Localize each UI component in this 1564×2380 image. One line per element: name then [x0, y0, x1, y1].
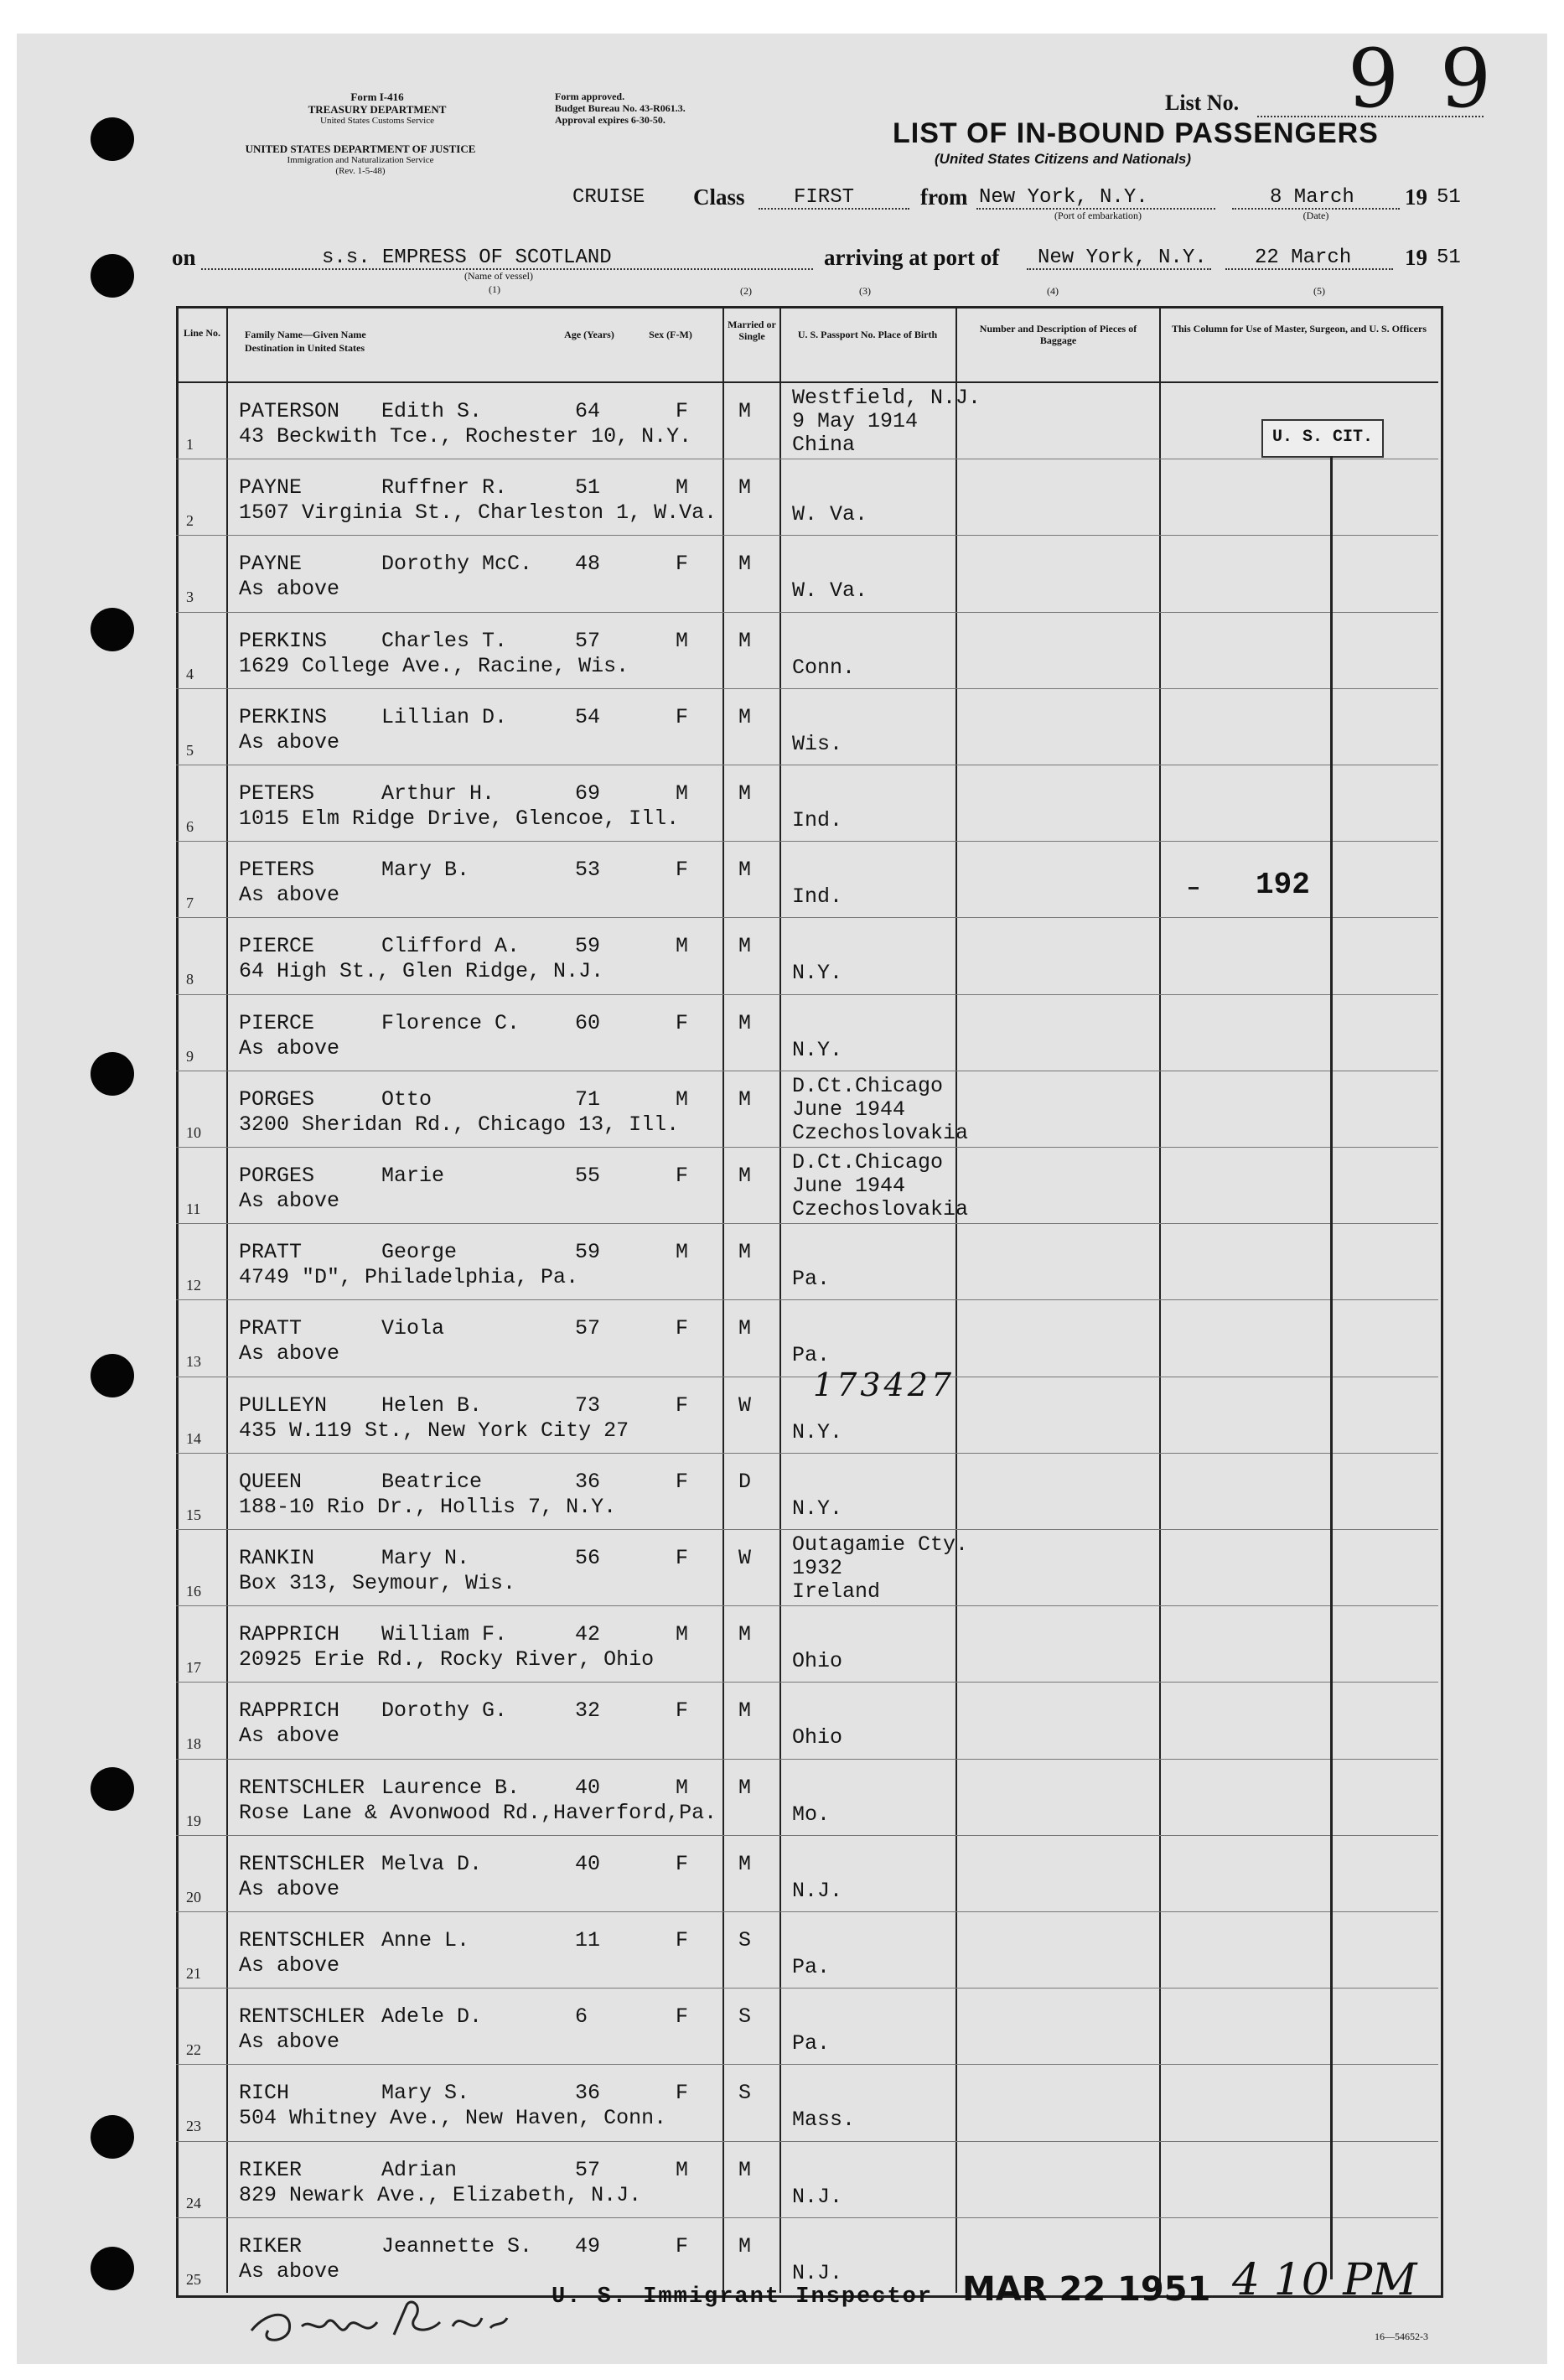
line-number: 23: [186, 2118, 201, 2135]
list-number: 9: [1348, 32, 1400, 126]
marital-status: M: [738, 1622, 752, 1647]
line-number: 7: [186, 894, 194, 912]
binder-hole: [91, 254, 134, 298]
on-label: on: [172, 245, 196, 270]
immigration-service: Immigration and Naturalization Service: [287, 155, 434, 165]
form-approval: [555, 91, 806, 126]
us-cit-bracket-line: [1330, 456, 1333, 2279]
destination-address: Rose Lane & Avonwood Rd.,Haverford,Pa.: [239, 1800, 717, 1825]
passport-info: June 1944: [792, 1174, 906, 1198]
destination-address: As above: [239, 729, 340, 754]
family-name: PRATT: [239, 1240, 303, 1265]
line-number: 5: [186, 741, 194, 759]
destination-address: 435 W.119 St., New York City 27: [239, 1418, 629, 1443]
row-divider: [176, 1759, 1438, 1760]
given-name: Anne L.: [381, 1928, 470, 1952]
age-value: 54: [575, 704, 601, 729]
place-of-birth: N.J.: [792, 2184, 843, 2209]
line-number: 16: [186, 1583, 201, 1600]
family-name: RIKER: [239, 2233, 303, 2258]
sex-value: M: [676, 475, 689, 500]
family-name: QUEEN: [239, 1469, 303, 1494]
given-name: William F.: [381, 1622, 508, 1647]
destination-address: As above: [239, 1953, 340, 1978]
approved-text: Form approved.: [555, 91, 625, 102]
sex-value: M: [676, 1240, 689, 1265]
sex-value: M: [676, 1775, 689, 1800]
year-prefix: 19: [1405, 184, 1427, 210]
age-value: 49: [575, 2233, 601, 2258]
passport-info: Outagamie Cty.: [792, 1532, 969, 1557]
family-name: RENTSCHLER: [239, 1928, 365, 1952]
row-divider: [176, 2064, 1438, 2065]
family-name: PATERSON: [239, 399, 340, 423]
line-number: 9: [186, 1047, 194, 1065]
family-name: RENTSCHLER: [239, 1851, 365, 1876]
given-name: George: [381, 1240, 458, 1265]
destination-address: As above: [239, 577, 340, 602]
age-value: 56: [575, 1546, 601, 1570]
sex-value: F: [676, 858, 689, 883]
family-name: RANKIN: [239, 1546, 315, 1570]
given-name: Ruffner R.: [381, 475, 508, 500]
sex-value: F: [676, 1392, 689, 1418]
row-divider: [176, 1911, 1438, 1912]
given-name: Lillian D.: [381, 704, 508, 729]
line-number: 14: [186, 1429, 201, 1447]
marital-status: M: [738, 1316, 752, 1341]
given-name: Laurence B.: [381, 1775, 520, 1800]
cruise-text: CRUISE: [572, 186, 645, 209]
family-name: PETERS: [239, 781, 315, 806]
destination-address: As above: [239, 1724, 340, 1749]
line-number: 21: [186, 1965, 201, 1982]
place-of-birth: Ireland: [792, 1579, 881, 1604]
marital-status: M: [738, 2157, 752, 2182]
arrival-year: 51: [1437, 246, 1461, 269]
family-name: PRATT: [239, 1316, 303, 1341]
class-value: FIRST: [794, 186, 855, 209]
marital-status: M: [738, 2233, 752, 2258]
place-of-birth: Pa.: [792, 2031, 831, 2056]
row-divider: [176, 1299, 1438, 1300]
sex-value: F: [676, 1010, 689, 1035]
treasury-dept: TREASURY DEPARTMENT: [308, 103, 447, 116]
marital-status: M: [738, 1010, 752, 1035]
year-prefix: 19: [1405, 245, 1427, 270]
age-value: 57: [575, 628, 601, 653]
line-number: 19: [186, 1812, 201, 1829]
arriving-label: arriving at port of: [824, 245, 1000, 270]
marital-status: M: [738, 552, 752, 577]
passport-info: D.Ct.Chicago: [792, 1073, 944, 1098]
binder-hole: [91, 1767, 134, 1811]
destination-address: 1507 Virginia St., Charleston 1, W.Va.: [239, 500, 717, 526]
row-divider: [176, 1147, 1438, 1148]
sex-value: F: [676, 1546, 689, 1570]
sex-value: M: [676, 781, 689, 806]
age-value: 69: [575, 781, 601, 806]
marital-status: S: [738, 2004, 752, 2030]
place-of-birth: N.Y.: [792, 961, 843, 986]
us-cit-stamp: U. S. CIT.: [1271, 428, 1374, 447]
row-divider: [176, 841, 1438, 842]
marital-status: M: [738, 399, 752, 423]
place-of-birth: Wis.: [792, 731, 843, 756]
passport-info: Westfield, N.J.: [792, 386, 981, 410]
arrival-port: New York, N.Y.: [1038, 246, 1207, 269]
row-divider: [176, 2141, 1438, 2142]
destination-address: As above: [239, 1876, 340, 1901]
place-of-birth: Ohio: [792, 1725, 843, 1750]
marital-status: M: [738, 858, 752, 883]
destination-address: As above: [239, 2030, 340, 2055]
age-value: 36: [575, 1469, 601, 1494]
line-number: 1: [186, 436, 194, 453]
destination-address: 188-10 Rio Dr., Hollis 7, N.Y.: [239, 1494, 617, 1519]
given-name: Mary N.: [381, 1546, 470, 1570]
place-of-birth: Pa.: [792, 1343, 831, 1368]
binder-hole: [91, 1052, 134, 1096]
colnum-2: (2): [740, 285, 752, 297]
given-name: Viola: [381, 1316, 445, 1341]
family-name: PERKINS: [239, 628, 328, 653]
given-name: Arthur H.: [381, 781, 495, 806]
marital-status: M: [738, 1164, 752, 1188]
destination-address: 1015 Elm Ridge Drive, Glencoe, Ill.: [239, 806, 680, 831]
list-number-second: 9: [1440, 32, 1492, 126]
departure-date: 8 March: [1270, 186, 1354, 209]
passport-info: D.Ct.Chicago: [792, 1150, 944, 1174]
header-divider: [176, 381, 1438, 383]
sex-value: M: [676, 934, 689, 959]
age-value: 40: [575, 1775, 601, 1800]
line-number: 17: [186, 1659, 201, 1677]
date-stamp: MAR 22 1951: [962, 2270, 1211, 2309]
age-value: 73: [575, 1392, 601, 1418]
customs-service: United States Customs Service: [320, 116, 434, 126]
marital-status: S: [738, 2081, 752, 2106]
destination-address: As above: [239, 1189, 340, 1213]
header-married: Married or Single: [728, 319, 776, 342]
from-label: from: [920, 184, 968, 210]
inspector-label: U. S. Immigrant Inspector: [552, 2284, 934, 2310]
place-of-birth: Ohio: [792, 1649, 843, 1674]
row-divider: [176, 688, 1438, 689]
place-of-birth: Czechoslovakia: [792, 1197, 969, 1221]
note-192: 192: [1256, 868, 1310, 902]
marital-status: M: [738, 1240, 752, 1265]
vessel-name: s.s. EMPRESS OF SCOTLAND: [322, 246, 612, 269]
row-divider: [176, 1453, 1438, 1454]
marital-status: M: [738, 1775, 752, 1800]
class-label: Class: [693, 184, 745, 210]
family-name: RAPPRICH: [239, 1698, 340, 1724]
given-name: Mary S.: [381, 2081, 470, 2106]
family-name: PORGES: [239, 1164, 315, 1188]
given-name: Adrian: [381, 2157, 458, 2182]
marital-status: M: [738, 1698, 752, 1724]
family-name: RICH: [239, 2081, 290, 2106]
place-of-birth: China: [792, 433, 856, 457]
destination-address: 1629 College Ave., Racine, Wis.: [239, 653, 629, 678]
note-173427: 173427: [813, 1366, 955, 1403]
time-note: 4 10 PM: [1232, 2255, 1417, 2305]
family-name: RAPPRICH: [239, 1622, 340, 1647]
given-name: Helen B.: [381, 1392, 483, 1418]
family-name: PAYNE: [239, 552, 303, 577]
family-name: PERKINS: [239, 704, 328, 729]
sex-value: F: [676, 1316, 689, 1341]
destination-address: 20925 Erie Rd., Rocky River, Ohio: [239, 1647, 655, 1672]
marital-status: M: [738, 1851, 752, 1876]
page-title: LIST OF IN-BOUND PASSENGERS: [893, 117, 1379, 149]
place-of-birth: Mass.: [792, 2108, 856, 2133]
sex-value: F: [676, 2081, 689, 2106]
print-code: 16—54652-3: [1375, 2331, 1428, 2342]
destination-address: 43 Beckwith Tce., Rochester 10, N.Y.: [239, 424, 692, 449]
sex-value: M: [676, 1086, 689, 1112]
destination-address: 3200 Sheridan Rd., Chicago 13, Ill.: [239, 1112, 680, 1137]
marital-status: M: [738, 704, 752, 729]
departure-year: 51: [1437, 186, 1461, 209]
age-value: 60: [575, 1010, 601, 1035]
header-passport: U. S. Passport No. Place of Birth: [797, 329, 938, 340]
sex-value: F: [676, 704, 689, 729]
marital-status: W: [738, 1546, 752, 1570]
age-value: 48: [575, 552, 601, 577]
place-of-birth: N.Y.: [792, 1037, 843, 1062]
line-number: 11: [186, 1200, 201, 1217]
port-caption: (Port of embarkation): [1054, 210, 1142, 221]
row-divider: [176, 1835, 1438, 1836]
age-value: 71: [575, 1086, 601, 1112]
family-name: PULLEYN: [239, 1392, 328, 1418]
line-number: 22: [186, 2041, 201, 2059]
family-name: PORGES: [239, 1086, 315, 1112]
header-officers: This Column for Use of Master, Surgeon, and U. S. Officers: [1171, 323, 1427, 334]
passport-info: June 1944: [792, 1097, 906, 1122]
place-of-birth: N.J.: [792, 1878, 843, 1903]
vessel-caption: (Name of vessel): [464, 270, 533, 282]
sex-value: F: [676, 1469, 689, 1494]
place-of-birth: W. Va.: [792, 578, 868, 604]
line-number: 8: [186, 971, 194, 988]
row-divider: [176, 1988, 1438, 1989]
sex-value: M: [676, 2157, 689, 2182]
row-divider: [176, 917, 1438, 918]
date-caption: (Date): [1302, 210, 1329, 221]
marital-status: W: [738, 1392, 752, 1418]
form-number: Form I-416: [350, 91, 404, 103]
colnum-3: (3): [859, 285, 871, 297]
marital-status: M: [738, 628, 752, 653]
family-name: RIKER: [239, 2157, 303, 2182]
given-name: Adele D.: [381, 2004, 483, 2030]
given-name: Melva D.: [381, 1851, 483, 1876]
header-sex: Sex (F-M): [649, 329, 692, 340]
passport-info: 9 May 1914: [792, 409, 919, 433]
arrival-date: 22 March: [1255, 246, 1352, 269]
line-number: 15: [186, 1506, 201, 1523]
place-of-birth: Pa.: [792, 1955, 831, 1979]
family-name: PETERS: [239, 858, 315, 883]
binder-hole: [91, 608, 134, 651]
revision: (Rev. 1-5-48): [335, 166, 386, 176]
marital-status: S: [738, 1928, 752, 1952]
destination-address: As above: [239, 883, 340, 908]
line-number: 13: [186, 1353, 201, 1371]
sex-value: F: [676, 2004, 689, 2030]
row-divider: [176, 1682, 1438, 1683]
marital-status: M: [738, 475, 752, 500]
header-destination: Destination in United States: [245, 342, 365, 354]
given-name: Dorothy McC.: [381, 552, 533, 577]
given-name: Otto: [381, 1086, 432, 1112]
destination-address: As above: [239, 1341, 340, 1366]
age-value: 36: [575, 2081, 601, 2106]
row-divider: [176, 994, 1438, 995]
destination-address: 504 Whitney Ave., New Haven, Conn.: [239, 2106, 667, 2131]
age-value: 40: [575, 1851, 601, 1876]
justice-dept: UNITED STATES DEPARTMENT OF JUSTICE: [245, 143, 476, 155]
form-header-treasury: [243, 91, 511, 127]
destination-address: 829 Newark Ave., Elizabeth, N.J.: [239, 2182, 642, 2207]
marital-status: D: [738, 1469, 752, 1494]
page-subtitle: (United States Citizens and Nationals): [935, 151, 1192, 167]
family-name: RENTSCHLER: [239, 1775, 365, 1800]
marital-status: M: [738, 781, 752, 806]
line-number: 12: [186, 1277, 201, 1294]
age-value: 55: [575, 1164, 601, 1188]
line-number: 20: [186, 1888, 201, 1906]
given-name: Marie: [381, 1164, 445, 1188]
line-number: 10: [186, 1123, 201, 1141]
header-age: Age (Years): [564, 329, 614, 340]
line-number: 3: [186, 589, 194, 606]
row-divider: [176, 1529, 1438, 1530]
age-value: 59: [575, 1240, 601, 1265]
line-number: 4: [186, 665, 194, 682]
approval-expires: Approval expires 6-30-50.: [555, 114, 665, 126]
budget-bureau: Budget Bureau No. 43-R061.3.: [555, 102, 686, 114]
destination-address: 4749 "D", Philadelphia, Pa.: [239, 1265, 579, 1290]
colnum-4: (4): [1047, 285, 1059, 297]
sex-value: F: [676, 2233, 689, 2258]
row-divider: [176, 535, 1438, 536]
colnum-1: (1): [489, 283, 500, 295]
given-name: Mary B.: [381, 858, 470, 883]
place-of-birth: N.J.: [792, 2260, 843, 2285]
binder-hole: [91, 2247, 134, 2290]
given-name: Florence C.: [381, 1010, 520, 1035]
place-of-birth: Ind.: [792, 808, 843, 832]
given-name: Beatrice: [381, 1469, 483, 1494]
age-value: 57: [575, 1316, 601, 1341]
marital-status: M: [738, 934, 752, 959]
line-number: 25: [186, 2270, 201, 2288]
age-value: 51: [575, 475, 601, 500]
destination-address: 64 High St., Glen Ridge, N.J.: [239, 959, 604, 984]
sex-value: F: [676, 1851, 689, 1876]
given-name: Charles T.: [381, 628, 508, 653]
family-name: RENTSCHLER: [239, 2004, 365, 2030]
binder-hole: [91, 1354, 134, 1397]
place-of-birth: Mo.: [792, 1802, 831, 1827]
sex-value: M: [676, 628, 689, 653]
sex-value: F: [676, 552, 689, 577]
form-header-justice: [163, 143, 557, 177]
header-name: Family Name—Given Name: [245, 329, 366, 340]
place-of-birth: W. Va.: [792, 502, 868, 527]
line-number: 6: [186, 818, 194, 835]
sex-value: F: [676, 1928, 689, 1952]
age-value: 64: [575, 399, 601, 423]
destination-address: As above: [239, 2258, 340, 2284]
family-name: PIERCE: [239, 934, 315, 959]
age-value: 42: [575, 1622, 601, 1647]
line-number: 18: [186, 1735, 201, 1753]
passport-info: 1932: [792, 1556, 843, 1580]
sex-value: F: [676, 1698, 689, 1724]
family-name: PIERCE: [239, 1010, 315, 1035]
given-name: Dorothy G.: [381, 1698, 508, 1724]
row-divider: [176, 2217, 1438, 2218]
age-value: 6: [575, 2004, 588, 2030]
header-line-no: Line No.: [183, 327, 220, 339]
given-name: Clifford A.: [381, 934, 520, 959]
dash-mark: [1189, 887, 1199, 889]
place-of-birth: Pa.: [792, 1267, 831, 1292]
destination-address: As above: [239, 1035, 340, 1060]
sex-value: F: [676, 399, 689, 423]
age-value: 11: [575, 1928, 601, 1952]
passenger-table: [176, 306, 1443, 2298]
marital-status: M: [738, 1086, 752, 1112]
binder-hole: [91, 2115, 134, 2159]
colnum-5: (5): [1313, 285, 1325, 297]
sex-value: F: [676, 1164, 689, 1188]
place-of-birth: N.Y.: [792, 1496, 843, 1521]
family-name: PAYNE: [239, 475, 303, 500]
header-baggage: Number and Description of Pieces of Baggage: [979, 323, 1137, 346]
place-of-birth: N.Y.: [792, 1419, 843, 1444]
given-name: Edith S.: [381, 399, 483, 423]
given-name: Jeannette S.: [381, 2233, 533, 2258]
age-value: 57: [575, 2157, 601, 2182]
place-of-birth: Czechoslovakia: [792, 1120, 969, 1145]
place-of-birth: Ind.: [792, 884, 843, 910]
place-of-birth: Conn.: [792, 655, 856, 680]
age-value: 59: [575, 934, 601, 959]
embarkation-port: New York, N.Y.: [979, 186, 1148, 209]
list-no-label: List No.: [1165, 91, 1240, 115]
age-value: 53: [575, 858, 601, 883]
us-cit-stamp-box: [1261, 419, 1384, 458]
row-divider: [176, 1605, 1438, 1606]
sex-value: M: [676, 1622, 689, 1647]
line-number: 2: [186, 512, 194, 530]
row-divider: [176, 612, 1438, 613]
destination-address: Box 313, Seymour, Wis.: [239, 1571, 516, 1595]
line-number: 24: [186, 2194, 201, 2211]
inspector-signature: [243, 2293, 511, 2360]
binder-hole: [91, 117, 134, 161]
age-value: 32: [575, 1698, 601, 1724]
row-divider: [176, 1223, 1438, 1224]
